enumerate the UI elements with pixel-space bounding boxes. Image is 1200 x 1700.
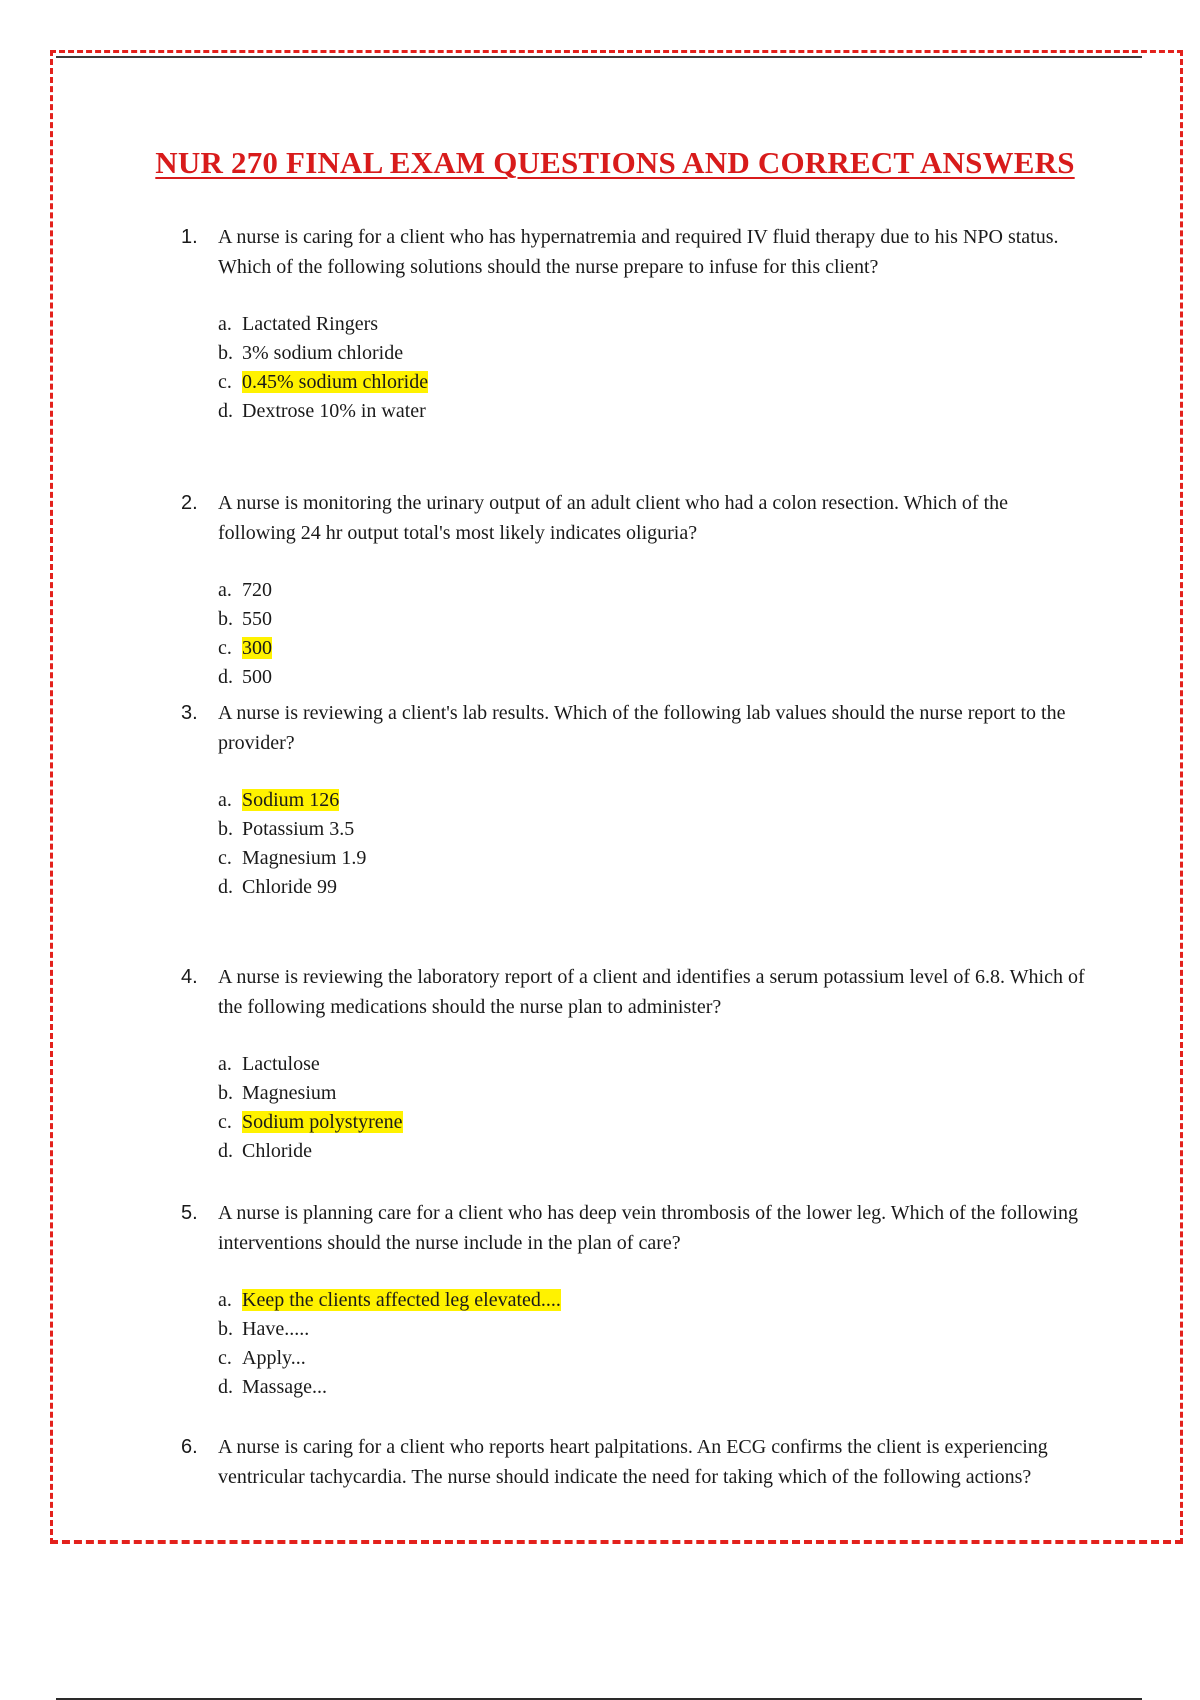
option-a <box>218 310 428 339</box>
question-text: A nurse is reviewing the laboratory report of a client and identifies a serum potassium level of 6.8. Which of the following medications should the nurse plan to administer? <box>218 966 1085 1018</box>
document-title: NUR 270 FINAL EXAM QUESTIONS AND CORRECT ANSWERS <box>155 145 1075 180</box>
option-letter: d. <box>218 400 233 422</box>
question-number: 6. <box>181 1436 198 1458</box>
option-letter: a. <box>218 313 232 335</box>
option-text: Magnesium <box>242 1082 337 1104</box>
option-d <box>218 1373 561 1402</box>
option-b <box>218 1315 561 1344</box>
option-c-correct <box>218 1108 403 1137</box>
option-text: Lactated Ringers <box>242 313 379 335</box>
option-letter: a. <box>218 789 232 811</box>
option-text: Apply... <box>242 1347 306 1369</box>
option-letter: a. <box>218 1053 232 1075</box>
option-letter: d. <box>218 1376 233 1398</box>
answer-options <box>218 576 272 692</box>
correct-answer-highlight: Keep the clients affected leg elevated.... <box>242 1289 561 1311</box>
option-c <box>218 844 366 873</box>
option-text: Have..... <box>242 1318 310 1340</box>
option-letter: c. <box>218 1111 232 1133</box>
answer-options <box>218 786 366 902</box>
question-number: 1. <box>181 226 198 248</box>
option-text: Lactulose <box>242 1053 320 1075</box>
option-text: 550 <box>242 608 272 630</box>
option-a-correct <box>218 1286 561 1315</box>
correct-answer-highlight: Sodium polystyrene <box>242 1111 403 1133</box>
option-letter: b. <box>218 608 233 630</box>
question-text: A nurse is reviewing a client's lab results. Which of the following lab values should the nurse report to the provider? <box>218 702 1066 754</box>
option-letter: b. <box>218 1318 233 1340</box>
option-text: Chloride <box>242 1140 312 1162</box>
option-text: Massage... <box>242 1376 327 1398</box>
correct-answer-highlight: 0.45% sodium chloride <box>242 371 429 393</box>
option-a <box>218 1050 403 1079</box>
question-number: 3. <box>181 702 198 724</box>
question-text: A nurse is planning care for a client who has deep vein thrombosis of the lower leg. Which of the following interventions should the nurse include in the plan of care? <box>218 1202 1078 1254</box>
option-letter: c. <box>218 371 232 393</box>
question-number: 2. <box>181 492 198 514</box>
option-letter: c. <box>218 847 232 869</box>
option-text: Dextrose 10% in water <box>242 400 426 422</box>
option-d <box>218 1137 403 1166</box>
option-text: Magnesium 1.9 <box>242 847 367 869</box>
option-letter: a. <box>218 1289 232 1311</box>
option-d <box>218 873 366 902</box>
option-c-correct <box>218 634 272 663</box>
question-number: 4. <box>181 966 198 988</box>
option-b <box>218 1079 403 1108</box>
question-text: A nurse is caring for a client who has hypernatremia and required IV fluid therapy due to his NPO status. Which of the following solutions should the nurse prepare to infuse for this client? <box>218 226 1059 278</box>
option-text: 500 <box>242 666 272 688</box>
option-d <box>218 663 272 692</box>
option-letter: b. <box>218 342 233 364</box>
option-text: 720 <box>242 579 272 601</box>
option-letter: c. <box>218 1347 232 1369</box>
correct-answer-highlight: 300 <box>242 637 272 659</box>
option-text: Chloride 99 <box>242 876 337 898</box>
option-a <box>218 576 272 605</box>
option-letter: d. <box>218 666 233 688</box>
option-c <box>218 1344 561 1373</box>
answer-options <box>218 1050 403 1166</box>
top-rule <box>56 56 1142 58</box>
question-text: A nurse is caring for a client who reports heart palpitations. An ECG confirms the client is experiencing ventricular tachycardia. The nurse should indicate the need for taking which of the following actions? <box>218 1436 1048 1488</box>
option-letter: c. <box>218 637 232 659</box>
option-b <box>218 605 272 634</box>
option-letter: b. <box>218 818 233 840</box>
option-b <box>218 339 428 368</box>
option-text: 3% sodium chloride <box>242 342 404 364</box>
correct-answer-highlight: Sodium 126 <box>242 789 340 811</box>
question-number: 5. <box>181 1202 198 1224</box>
option-letter: d. <box>218 876 233 898</box>
option-c-correct <box>218 368 428 397</box>
answer-options <box>218 1286 561 1402</box>
option-letter: a. <box>218 579 232 601</box>
answer-options <box>218 310 428 426</box>
option-b <box>218 815 366 844</box>
option-letter: d. <box>218 1140 233 1162</box>
option-text: Potassium 3.5 <box>242 818 355 840</box>
option-a-correct <box>218 786 366 815</box>
question-text: A nurse is monitoring the urinary output of an adult client who had a colon resection. Which of the following 24 hr output total's most likely indicates oliguria? <box>218 492 1008 544</box>
option-d <box>218 397 428 426</box>
option-letter: b. <box>218 1082 233 1104</box>
